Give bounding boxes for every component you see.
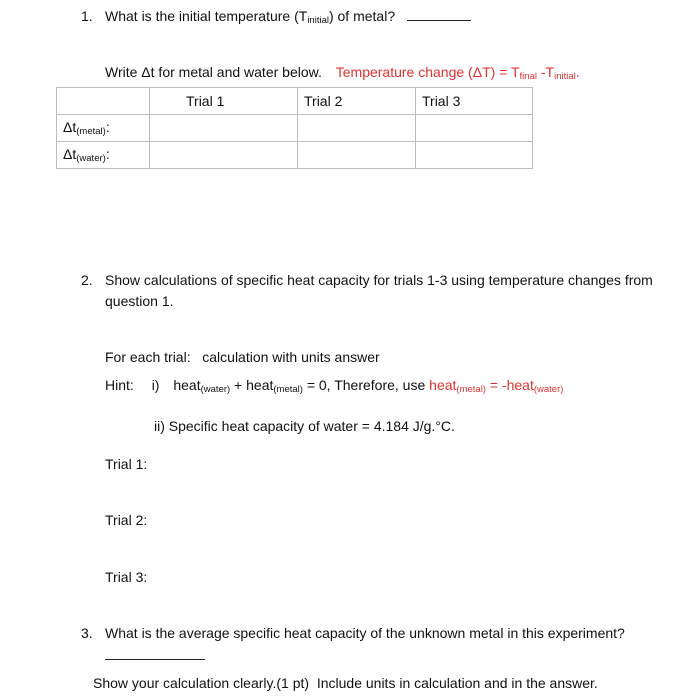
- hint-line-1: [105, 377, 563, 395]
- table-header-row: [57, 88, 533, 115]
- formula-t-final: T: [510, 64, 520, 80]
- q3-answer-blank[interactable]: [105, 645, 205, 660]
- formula-end: .: [575, 64, 580, 80]
- q3-question: What is the average specific heat capacity of the unknown metal in this experiment?: [105, 625, 625, 641]
- q1-number: 1.: [81, 8, 93, 24]
- row-label-metal: [57, 115, 150, 142]
- hint-label: Hint:: [105, 377, 134, 393]
- metal-delta-label: Δt: [63, 119, 77, 135]
- q2-line-2: question 1.: [105, 293, 174, 309]
- heat-water-text: heat: [173, 377, 201, 393]
- hint-i-label: i): [151, 377, 160, 393]
- table-row-metal: [57, 115, 533, 142]
- plus-heat-text: + heat: [230, 377, 274, 393]
- trial-3-header-label: Trial 3: [422, 93, 461, 109]
- trial-1-header-label: Trial 1: [186, 93, 225, 109]
- cell-water-trial-3[interactable]: [416, 142, 533, 169]
- formula-final-sub: final: [519, 71, 537, 82]
- cell-metal-trial-1[interactable]: [150, 115, 298, 142]
- formula-label: Temperature change (ΔT) =: [335, 64, 511, 80]
- q1-answer-blank[interactable]: [407, 20, 471, 21]
- q2-number: 2.: [81, 272, 93, 288]
- table-header-trial-1: [150, 88, 298, 115]
- delta-t-table: [56, 87, 533, 169]
- heat-water-sub: (water): [200, 384, 231, 395]
- hint-line-2: ii) Specific heat capacity of water = 4.184 J/g.°C.: [154, 418, 455, 434]
- cell-water-trial-2[interactable]: [298, 142, 416, 169]
- therefore-text: = 0, Therefore, use: [302, 377, 430, 393]
- hint-equation: [173, 377, 563, 393]
- water-sub-label: (water): [76, 153, 106, 164]
- metal-sub-label: (metal): [76, 126, 106, 137]
- trial-3-label: Trial 3:: [105, 569, 148, 585]
- table-row-water: [57, 142, 533, 169]
- metal-colon: :: [105, 119, 110, 135]
- red-water-sub: (water): [533, 384, 564, 395]
- trial-1-label: Trial 1:: [105, 456, 148, 472]
- trial-2-label: Trial 2:: [105, 512, 148, 528]
- q3-show-calculation: Show your calculation clearly.(1 pt) Include units in calculation and in the answer.: [93, 675, 598, 691]
- red-heat-text: heat: [429, 377, 457, 393]
- q2-line-1: Show calculations of specific heat capacity for trials 1-3 using temperature changes from: [105, 272, 653, 288]
- red-equation: [429, 377, 563, 393]
- trial-2-header-label: Trial 2: [304, 93, 343, 109]
- temperature-change-formula: [336, 64, 580, 80]
- q3-number: 3.: [81, 625, 93, 641]
- red-metal-sub: (metal): [456, 384, 486, 395]
- formula-initial-sub: initial: [554, 71, 576, 82]
- q1-text-after: ) of metal?: [328, 8, 396, 24]
- for-each-trial-text: For each trial: calculation with units answer: [105, 349, 380, 365]
- formula-minus: -: [536, 64, 546, 80]
- formula-t-initial: T: [545, 64, 555, 80]
- q1-t-symbol: T: [298, 8, 308, 24]
- cell-water-trial-1[interactable]: [150, 142, 298, 169]
- write-delta-t-text: Write Δt for metal and water below.: [105, 64, 322, 80]
- heat-metal-sub: (metal): [273, 384, 303, 395]
- q1-t-subscript: initial: [307, 15, 329, 26]
- cell-metal-trial-3[interactable]: [416, 115, 533, 142]
- table-header-trial-2: [298, 88, 416, 115]
- q1-text-before: What is the initial temperature (: [105, 8, 299, 24]
- water-colon: :: [105, 146, 110, 162]
- water-delta-label: Δt: [63, 146, 77, 162]
- delta-t-instruction: [105, 64, 580, 82]
- red-equals-heat: = -heat: [485, 377, 534, 393]
- table-header-trial-3: [416, 88, 533, 115]
- row-label-water: [57, 142, 150, 169]
- cell-metal-trial-2[interactable]: [298, 115, 416, 142]
- q1-question: [105, 8, 471, 26]
- table-header-empty: [57, 88, 150, 115]
